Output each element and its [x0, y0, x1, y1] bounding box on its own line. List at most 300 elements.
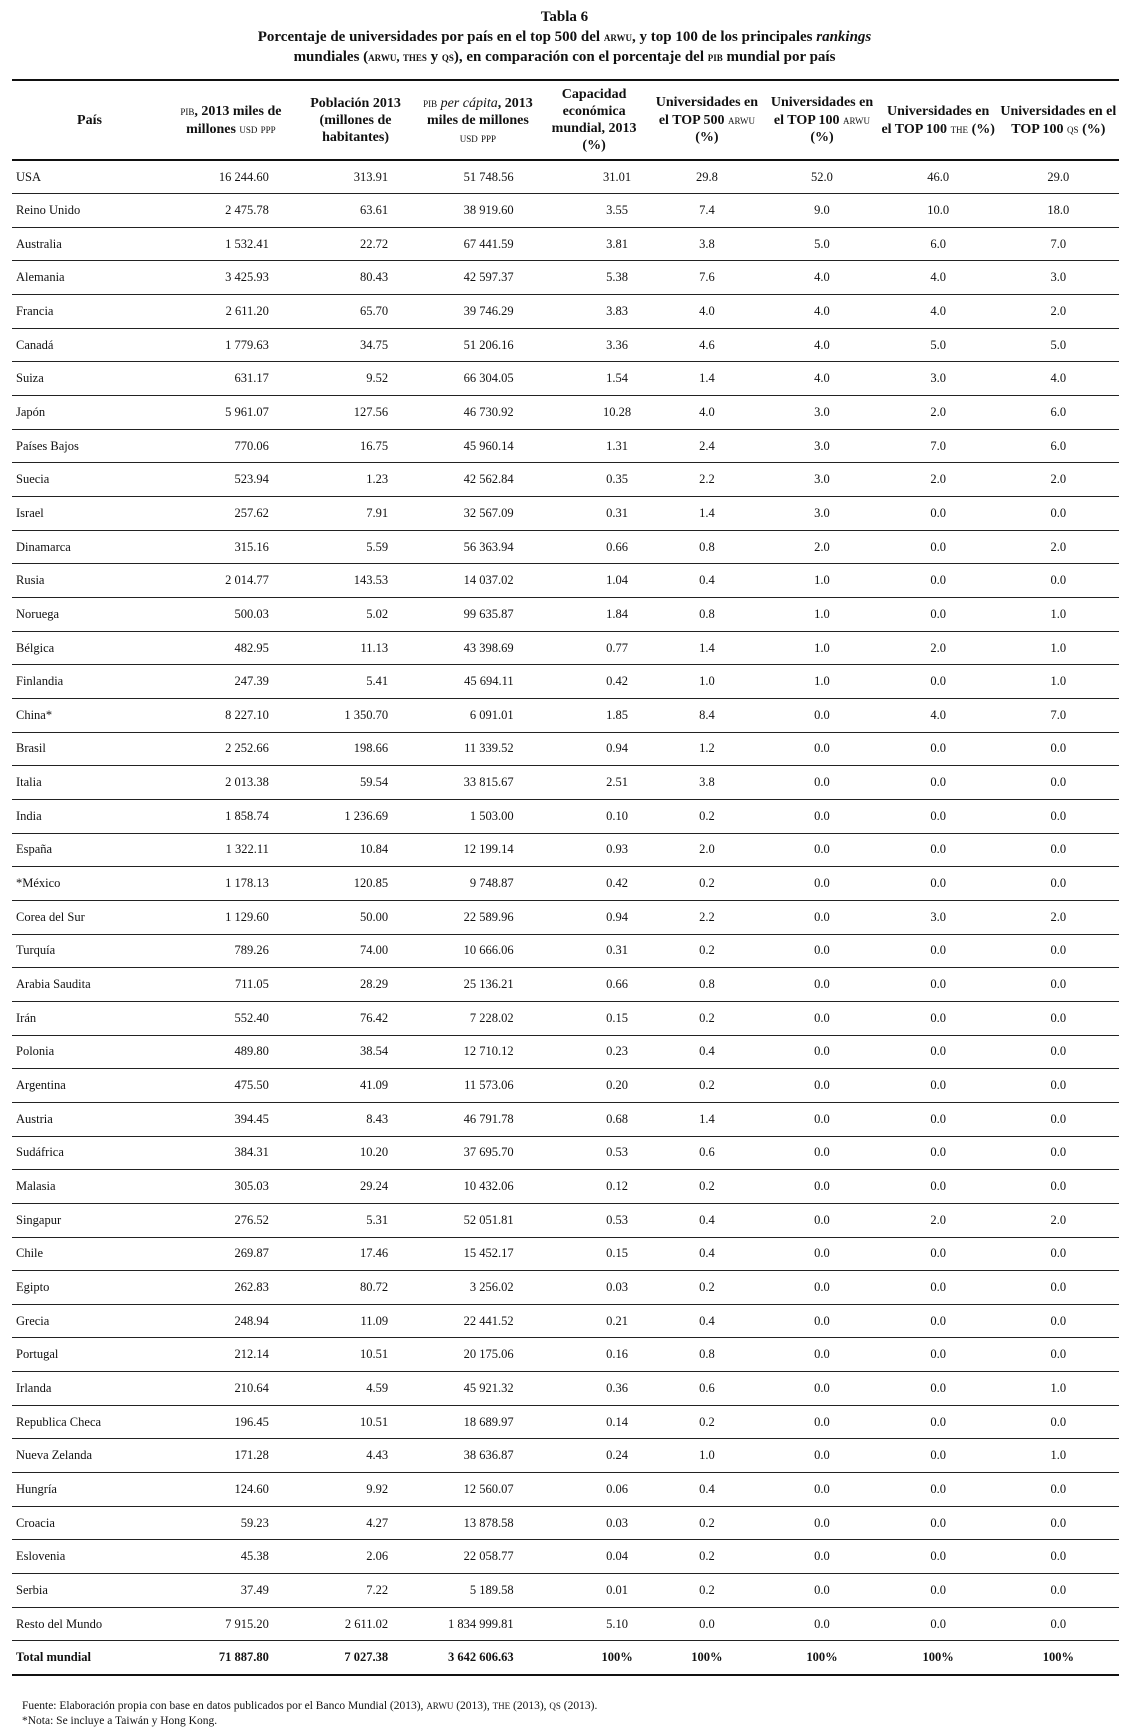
col-label-sc: usd ppp: [239, 121, 276, 136]
footer-text: the: [492, 1697, 511, 1712]
cell-top100-arwu: 3.0: [765, 497, 878, 531]
table-row: [12, 1069, 1119, 1103]
cell-capacidad: 0.06: [540, 1473, 649, 1507]
cell-top500-arwu: 7.6: [649, 261, 766, 295]
col-label: (%): [695, 130, 719, 145]
cell-top100-qs: 0.0: [998, 1473, 1119, 1507]
table-row: [12, 1203, 1119, 1237]
cell-percapita: 46 791.78: [416, 1102, 539, 1136]
cell-pib: 2 014.77: [167, 564, 295, 598]
cell-top100-the: 6.0: [879, 227, 998, 261]
table-row: [12, 497, 1119, 531]
title-text: , y top 100 de los principales: [632, 29, 817, 45]
title-arwu: arwu: [603, 29, 633, 44]
cell-top100-arwu: 0.0: [765, 934, 878, 968]
cell-poblacion: 1.23: [295, 463, 416, 497]
cell-top100-qs: 0.0: [998, 1405, 1119, 1439]
cell-top100-arwu: 0.0: [765, 968, 878, 1002]
cell-top100-arwu: 0.0: [765, 1136, 878, 1170]
cell-capacidad: 0.15: [540, 1237, 649, 1271]
cell-top100-the: 0.0: [879, 833, 998, 867]
cell-top100-qs: 0.0: [998, 1540, 1119, 1574]
cell-poblacion: 5.02: [295, 598, 416, 632]
cell-poblacion: 80.72: [295, 1271, 416, 1305]
cell-top100-qs: 7.0: [998, 227, 1119, 261]
cell-capacidad: 100%: [540, 1641, 649, 1675]
cell-poblacion: 11.13: [295, 631, 416, 665]
cell-poblacion: 7 027.38: [295, 1641, 416, 1675]
cell-top500-arwu: 29.8: [649, 160, 766, 194]
title-text: mundiales (: [293, 49, 369, 65]
cell-pais: Noruega: [12, 598, 167, 632]
col-percapita: [416, 80, 539, 160]
col-label-sc: arwu: [843, 112, 871, 127]
table-row: [12, 1405, 1119, 1439]
table-row: [12, 934, 1119, 968]
cell-top100-the: 2.0: [879, 1203, 998, 1237]
cell-top500-arwu: 0.2: [649, 1170, 766, 1204]
cell-top100-qs: 0.0: [998, 1136, 1119, 1170]
cell-percapita: 5 189.58: [416, 1574, 539, 1608]
cell-top100-arwu: 0.0: [765, 1338, 878, 1372]
cell-poblacion: 10.51: [295, 1405, 416, 1439]
cell-pib: 45.38: [167, 1540, 295, 1574]
cell-top100-the: 0.0: [879, 1574, 998, 1608]
table-row: [12, 1540, 1119, 1574]
cell-pais: Rusia: [12, 564, 167, 598]
col-label: , 2013 miles de millones: [426, 95, 533, 128]
cell-top500-arwu: 1.4: [649, 1102, 766, 1136]
col-label: Universidades en el TOP 100: [881, 103, 990, 137]
cell-pib: 2 475.78: [167, 194, 295, 228]
cell-capacidad: 1.31: [540, 429, 649, 463]
cell-pais: Alemania: [12, 261, 167, 295]
cell-pais: Italia: [12, 766, 167, 800]
cell-pib: 1 858.74: [167, 799, 295, 833]
cell-capacidad: 1.54: [540, 362, 649, 396]
cell-pais: Brasil: [12, 732, 167, 766]
cell-top100-the: 4.0: [879, 295, 998, 329]
cell-top100-qs: 2.0: [998, 295, 1119, 329]
header-row: [12, 80, 1119, 160]
cell-percapita: 99 635.87: [416, 598, 539, 632]
cell-percapita: 38 919.60: [416, 194, 539, 228]
cell-top100-the: 7.0: [879, 429, 998, 463]
cell-top500-arwu: 100%: [649, 1641, 766, 1675]
cell-pais: USA: [12, 160, 167, 194]
cell-top500-arwu: 2.2: [649, 900, 766, 934]
cell-percapita: 42 562.84: [416, 463, 539, 497]
cell-top500-arwu: 0.2: [649, 1271, 766, 1305]
cell-top500-arwu: 4.0: [649, 295, 766, 329]
col-label: (%): [1078, 121, 1106, 137]
cell-top100-qs: 0.0: [998, 766, 1119, 800]
footer-text: (2013).: [560, 1700, 598, 1712]
table-label: Tabla 6: [540, 9, 589, 25]
col-label: País: [77, 112, 102, 128]
cell-poblacion: 10.84: [295, 833, 416, 867]
cell-capacidad: 0.68: [540, 1102, 649, 1136]
cell-top100-arwu: 0.0: [765, 1271, 878, 1305]
cell-top500-arwu: 1.2: [649, 732, 766, 766]
cell-pib: 2 611.20: [167, 295, 295, 329]
cell-pais: Austria: [12, 1102, 167, 1136]
cell-top500-arwu: 0.2: [649, 1405, 766, 1439]
col-label-em: per cápita: [440, 95, 498, 111]
footer-text: (2013),: [510, 1700, 550, 1712]
cell-top100-arwu: 3.0: [765, 396, 878, 430]
cell-top100-the: 0.0: [879, 1607, 998, 1641]
cell-pib: 247.39: [167, 665, 295, 699]
cell-top100-qs: 0.0: [998, 1304, 1119, 1338]
cell-capacidad: 0.35: [540, 463, 649, 497]
col-label-sc: the: [950, 120, 969, 136]
cell-percapita: 3 256.02: [416, 1271, 539, 1305]
cell-top100-arwu: 0.0: [765, 833, 878, 867]
cell-pais: Resto del Mundo: [12, 1607, 167, 1641]
cell-top100-the: 0.0: [879, 1136, 998, 1170]
cell-pib: 262.83: [167, 1271, 295, 1305]
cell-percapita: 45 960.14: [416, 429, 539, 463]
cell-capacidad: 0.94: [540, 732, 649, 766]
cell-top100-arwu: 0.0: [765, 900, 878, 934]
cell-pais: Hungría: [12, 1473, 167, 1507]
cell-capacidad: 1.85: [540, 699, 649, 733]
cell-top100-arwu: 9.0: [765, 194, 878, 228]
cell-capacidad: 0.12: [540, 1170, 649, 1204]
cell-top100-qs: 0.0: [998, 1001, 1119, 1035]
cell-top100-arwu: 2.0: [765, 530, 878, 564]
cell-percapita: 22 441.52: [416, 1304, 539, 1338]
cell-top500-arwu: 0.4: [649, 1304, 766, 1338]
cell-capacidad: 0.01: [540, 1574, 649, 1608]
cell-percapita: 37 695.70: [416, 1136, 539, 1170]
cell-top100-qs: 2.0: [998, 900, 1119, 934]
cell-top100-qs: 0.0: [998, 1607, 1119, 1641]
col-label: Universidades en el TOP 100: [1000, 103, 1117, 137]
cell-percapita: 1 834 999.81: [416, 1607, 539, 1641]
table-row: [12, 968, 1119, 1002]
cell-capacidad: 0.03: [540, 1271, 649, 1305]
cell-pib: 7 915.20: [167, 1607, 295, 1641]
cell-pais: *México: [12, 867, 167, 901]
cell-top500-arwu: 0.8: [649, 598, 766, 632]
cell-pais: Bélgica: [12, 631, 167, 665]
table-row: [12, 1607, 1119, 1641]
cell-poblacion: 7.22: [295, 1574, 416, 1608]
cell-pib: 124.60: [167, 1473, 295, 1507]
cell-top100-arwu: 5.0: [765, 227, 878, 261]
title-text: mundial por país: [722, 49, 836, 65]
col-label-sc: qs: [1067, 120, 1079, 136]
cell-top100-qs: 29.0: [998, 160, 1119, 194]
cell-top100-arwu: 3.0: [765, 463, 878, 497]
cell-top100-the: 0.0: [879, 1372, 998, 1406]
cell-top100-qs: 0.0: [998, 1069, 1119, 1103]
cell-pais: Chile: [12, 1237, 167, 1271]
cell-pais: Canadá: [12, 328, 167, 362]
cell-capacidad: 0.77: [540, 631, 649, 665]
cell-top100-the: 0.0: [879, 934, 998, 968]
cell-top500-arwu: 1.4: [649, 631, 766, 665]
table-row: [12, 295, 1119, 329]
cell-top100-arwu: 0.0: [765, 1304, 878, 1338]
col-label: Universidades en el TOP 100: [770, 95, 874, 128]
cell-pib: 523.94: [167, 463, 295, 497]
cell-top500-arwu: 0.4: [649, 1237, 766, 1271]
cell-capacidad: 0.03: [540, 1506, 649, 1540]
footer-text: qs: [549, 1697, 561, 1712]
table-row: [12, 799, 1119, 833]
cell-poblacion: 8.43: [295, 1102, 416, 1136]
cell-top100-arwu: 0.0: [765, 1237, 878, 1271]
cell-pib: 248.94: [167, 1304, 295, 1338]
cell-top500-arwu: 0.2: [649, 867, 766, 901]
cell-pib: 8 227.10: [167, 699, 295, 733]
cell-top100-the: 0.0: [879, 1271, 998, 1305]
cell-pib: 489.80: [167, 1035, 295, 1069]
cell-capacidad: 0.21: [540, 1304, 649, 1338]
cell-top100-the: 0.0: [879, 968, 998, 1002]
cell-top100-arwu: 0.0: [765, 1540, 878, 1574]
cell-top100-the: 4.0: [879, 699, 998, 733]
cell-pib: 37.49: [167, 1574, 295, 1608]
cell-capacidad: 0.66: [540, 530, 649, 564]
cell-pais: Egipto: [12, 1271, 167, 1305]
cell-pib: 257.62: [167, 497, 295, 531]
cell-pais: China*: [12, 699, 167, 733]
cell-percapita: 32 567.09: [416, 497, 539, 531]
cell-percapita: 12 560.07: [416, 1473, 539, 1507]
cell-capacidad: 1.84: [540, 598, 649, 632]
cell-percapita: 38 636.87: [416, 1439, 539, 1473]
cell-pais: Japón: [12, 396, 167, 430]
cell-percapita: 56 363.94: [416, 530, 539, 564]
cell-top100-the: 0.0: [879, 530, 998, 564]
cell-top100-qs: 100%: [998, 1641, 1119, 1675]
cell-capacidad: 5.10: [540, 1607, 649, 1641]
cell-pais: Finlandia: [12, 665, 167, 699]
table-row: [12, 699, 1119, 733]
cell-capacidad: 3.55: [540, 194, 649, 228]
cell-pib: 394.45: [167, 1102, 295, 1136]
cell-top100-qs: 0.0: [998, 968, 1119, 1002]
col-label: , 2013 miles de millones: [186, 104, 282, 137]
cell-poblacion: 2 611.02: [295, 1607, 416, 1641]
cell-pib: 1 532.41: [167, 227, 295, 261]
cell-pais: Sudáfrica: [12, 1136, 167, 1170]
cell-top100-the: 0.0: [879, 1506, 998, 1540]
cell-pais: Suiza: [12, 362, 167, 396]
cell-pais: Argentina: [12, 1069, 167, 1103]
cell-percapita: 10 666.06: [416, 934, 539, 968]
cell-poblacion: 16.75: [295, 429, 416, 463]
cell-poblacion: 4.27: [295, 1506, 416, 1540]
cell-top500-arwu: 0.4: [649, 1035, 766, 1069]
cell-capacidad: 0.24: [540, 1439, 649, 1473]
table-row: [12, 160, 1119, 194]
cell-top100-the: 100%: [879, 1641, 998, 1675]
col-top500-arwu: [649, 80, 766, 160]
cell-capacidad: 0.20: [540, 1069, 649, 1103]
cell-capacidad: 0.31: [540, 497, 649, 531]
cell-top500-arwu: 4.6: [649, 328, 766, 362]
table-row: [12, 227, 1119, 261]
cell-top100-the: 0.0: [879, 867, 998, 901]
cell-poblacion: 38.54: [295, 1035, 416, 1069]
cell-top500-arwu: 0.2: [649, 1574, 766, 1608]
cell-top100-qs: 1.0: [998, 1372, 1119, 1406]
cell-top100-qs: 0.0: [998, 732, 1119, 766]
cell-top500-arwu: 0.6: [649, 1136, 766, 1170]
cell-pais: Corea del Sur: [12, 900, 167, 934]
cell-top100-qs: 6.0: [998, 396, 1119, 430]
cell-top100-arwu: 0.0: [765, 1506, 878, 1540]
cell-poblacion: 4.43: [295, 1439, 416, 1473]
cell-capacidad: 0.66: [540, 968, 649, 1002]
cell-poblacion: 41.09: [295, 1069, 416, 1103]
cell-top500-arwu: 0.4: [649, 1473, 766, 1507]
footer-text: Fuente: Elaboración propia con base en datos publicados por el Banco Mundial (2013),: [22, 1700, 427, 1712]
cell-top500-arwu: 0.4: [649, 1203, 766, 1237]
cell-top100-arwu: 100%: [765, 1641, 878, 1675]
cell-poblacion: 59.54: [295, 766, 416, 800]
cell-top500-arwu: 0.2: [649, 1506, 766, 1540]
table-row: [12, 833, 1119, 867]
cell-top100-the: 0.0: [879, 1439, 998, 1473]
cell-pais: Total mundial: [12, 1641, 167, 1675]
cell-percapita: 12 199.14: [416, 833, 539, 867]
cell-top500-arwu: 2.0: [649, 833, 766, 867]
cell-poblacion: 1 350.70: [295, 699, 416, 733]
cell-percapita: 18 689.97: [416, 1405, 539, 1439]
cell-top100-arwu: 4.0: [765, 362, 878, 396]
table-row: [12, 1237, 1119, 1271]
table-row: [12, 1001, 1119, 1035]
title-arwu-thes: arwu, thes: [368, 49, 427, 64]
col-label-sc: pib: [423, 94, 438, 110]
cell-capacidad: 3.83: [540, 295, 649, 329]
cell-pais: Portugal: [12, 1338, 167, 1372]
cell-percapita: 51 748.56: [416, 160, 539, 194]
col-label: (%): [810, 130, 834, 145]
cell-poblacion: 34.75: [295, 328, 416, 362]
cell-pib: 1 129.60: [167, 900, 295, 934]
cell-capacidad: 0.93: [540, 833, 649, 867]
cell-percapita: 12 710.12: [416, 1035, 539, 1069]
cell-capacidad: 0.53: [540, 1136, 649, 1170]
cell-poblacion: 76.42: [295, 1001, 416, 1035]
cell-percapita: 66 304.05: [416, 362, 539, 396]
cell-top100-qs: 5.0: [998, 328, 1119, 362]
table-row: [12, 1170, 1119, 1204]
table-row: [12, 598, 1119, 632]
cell-top500-arwu: 0.2: [649, 934, 766, 968]
cell-pais: Eslovenia: [12, 1540, 167, 1574]
table-footer: [22, 1697, 597, 1729]
cell-poblacion: 5.41: [295, 665, 416, 699]
cell-pib: 212.14: [167, 1338, 295, 1372]
cell-capacidad: 0.42: [540, 665, 649, 699]
cell-top500-arwu: 0.0: [649, 1607, 766, 1641]
cell-pais: Irán: [12, 1001, 167, 1035]
table-row: [12, 463, 1119, 497]
cell-top500-arwu: 2.2: [649, 463, 766, 497]
footer-note: *Nota: Se incluye a Taiwán y Hong Kong.: [22, 1715, 218, 1727]
cell-pais: Serbia: [12, 1574, 167, 1608]
cell-top100-arwu: 0.0: [765, 766, 878, 800]
cell-top100-the: 46.0: [879, 160, 998, 194]
cell-pib: 500.03: [167, 598, 295, 632]
cell-top100-qs: 1.0: [998, 665, 1119, 699]
cell-top100-the: 2.0: [879, 631, 998, 665]
cell-top100-the: 0.0: [879, 732, 998, 766]
cell-top100-the: 0.0: [879, 1001, 998, 1035]
cell-pais: España: [12, 833, 167, 867]
cell-top100-the: 0.0: [879, 1102, 998, 1136]
cell-percapita: 11 573.06: [416, 1069, 539, 1103]
cell-top100-arwu: 1.0: [765, 564, 878, 598]
cell-capacidad: 0.94: [540, 900, 649, 934]
cell-top500-arwu: 0.6: [649, 1372, 766, 1406]
cell-capacidad: 0.04: [540, 1540, 649, 1574]
cell-pib: 171.28: [167, 1439, 295, 1473]
cell-pib: 269.87: [167, 1237, 295, 1271]
cell-top100-arwu: 1.0: [765, 631, 878, 665]
title-text: ), en comparación con el porcentaje del: [453, 49, 708, 65]
cell-top100-qs: 0.0: [998, 1271, 1119, 1305]
cell-top100-arwu: 0.0: [765, 1203, 878, 1237]
table-row: [12, 396, 1119, 430]
cell-top100-arwu: 0.0: [765, 1607, 878, 1641]
title-qs: qs: [441, 49, 454, 64]
cell-top100-arwu: 0.0: [765, 1439, 878, 1473]
cell-pib: 789.26: [167, 934, 295, 968]
cell-top100-arwu: 0.0: [765, 699, 878, 733]
cell-top100-the: 0.0: [879, 1540, 998, 1574]
cell-pais: Arabia Saudita: [12, 968, 167, 1002]
cell-top100-the: 2.0: [879, 396, 998, 430]
cell-top100-qs: 6.0: [998, 429, 1119, 463]
cell-percapita: 43 398.69: [416, 631, 539, 665]
cell-pib: 552.40: [167, 1001, 295, 1035]
data-table: [12, 79, 1119, 1676]
cell-top100-qs: 0.0: [998, 833, 1119, 867]
cell-pais: Polonia: [12, 1035, 167, 1069]
cell-capacidad: 0.23: [540, 1035, 649, 1069]
table-row: [12, 1136, 1119, 1170]
cell-top100-arwu: 0.0: [765, 732, 878, 766]
title-text: y: [426, 49, 442, 65]
cell-top500-arwu: 0.4: [649, 564, 766, 598]
col-top100-qs: [998, 80, 1119, 160]
cell-top100-arwu: 0.0: [765, 867, 878, 901]
table-row: [12, 1372, 1119, 1406]
cell-top100-arwu: 0.0: [765, 1035, 878, 1069]
cell-top100-the: 0.0: [879, 1405, 998, 1439]
cell-percapita: 6 091.01: [416, 699, 539, 733]
cell-pib: 2 013.38: [167, 766, 295, 800]
cell-top100-arwu: 1.0: [765, 665, 878, 699]
cell-capacidad: 1.04: [540, 564, 649, 598]
cell-top100-arwu: 0.0: [765, 1405, 878, 1439]
cell-top100-qs: 0.0: [998, 1237, 1119, 1271]
cell-poblacion: 63.61: [295, 194, 416, 228]
cell-pib: 770.06: [167, 429, 295, 463]
cell-top500-arwu: 7.4: [649, 194, 766, 228]
cell-poblacion: 5.31: [295, 1203, 416, 1237]
table-row: [12, 564, 1119, 598]
